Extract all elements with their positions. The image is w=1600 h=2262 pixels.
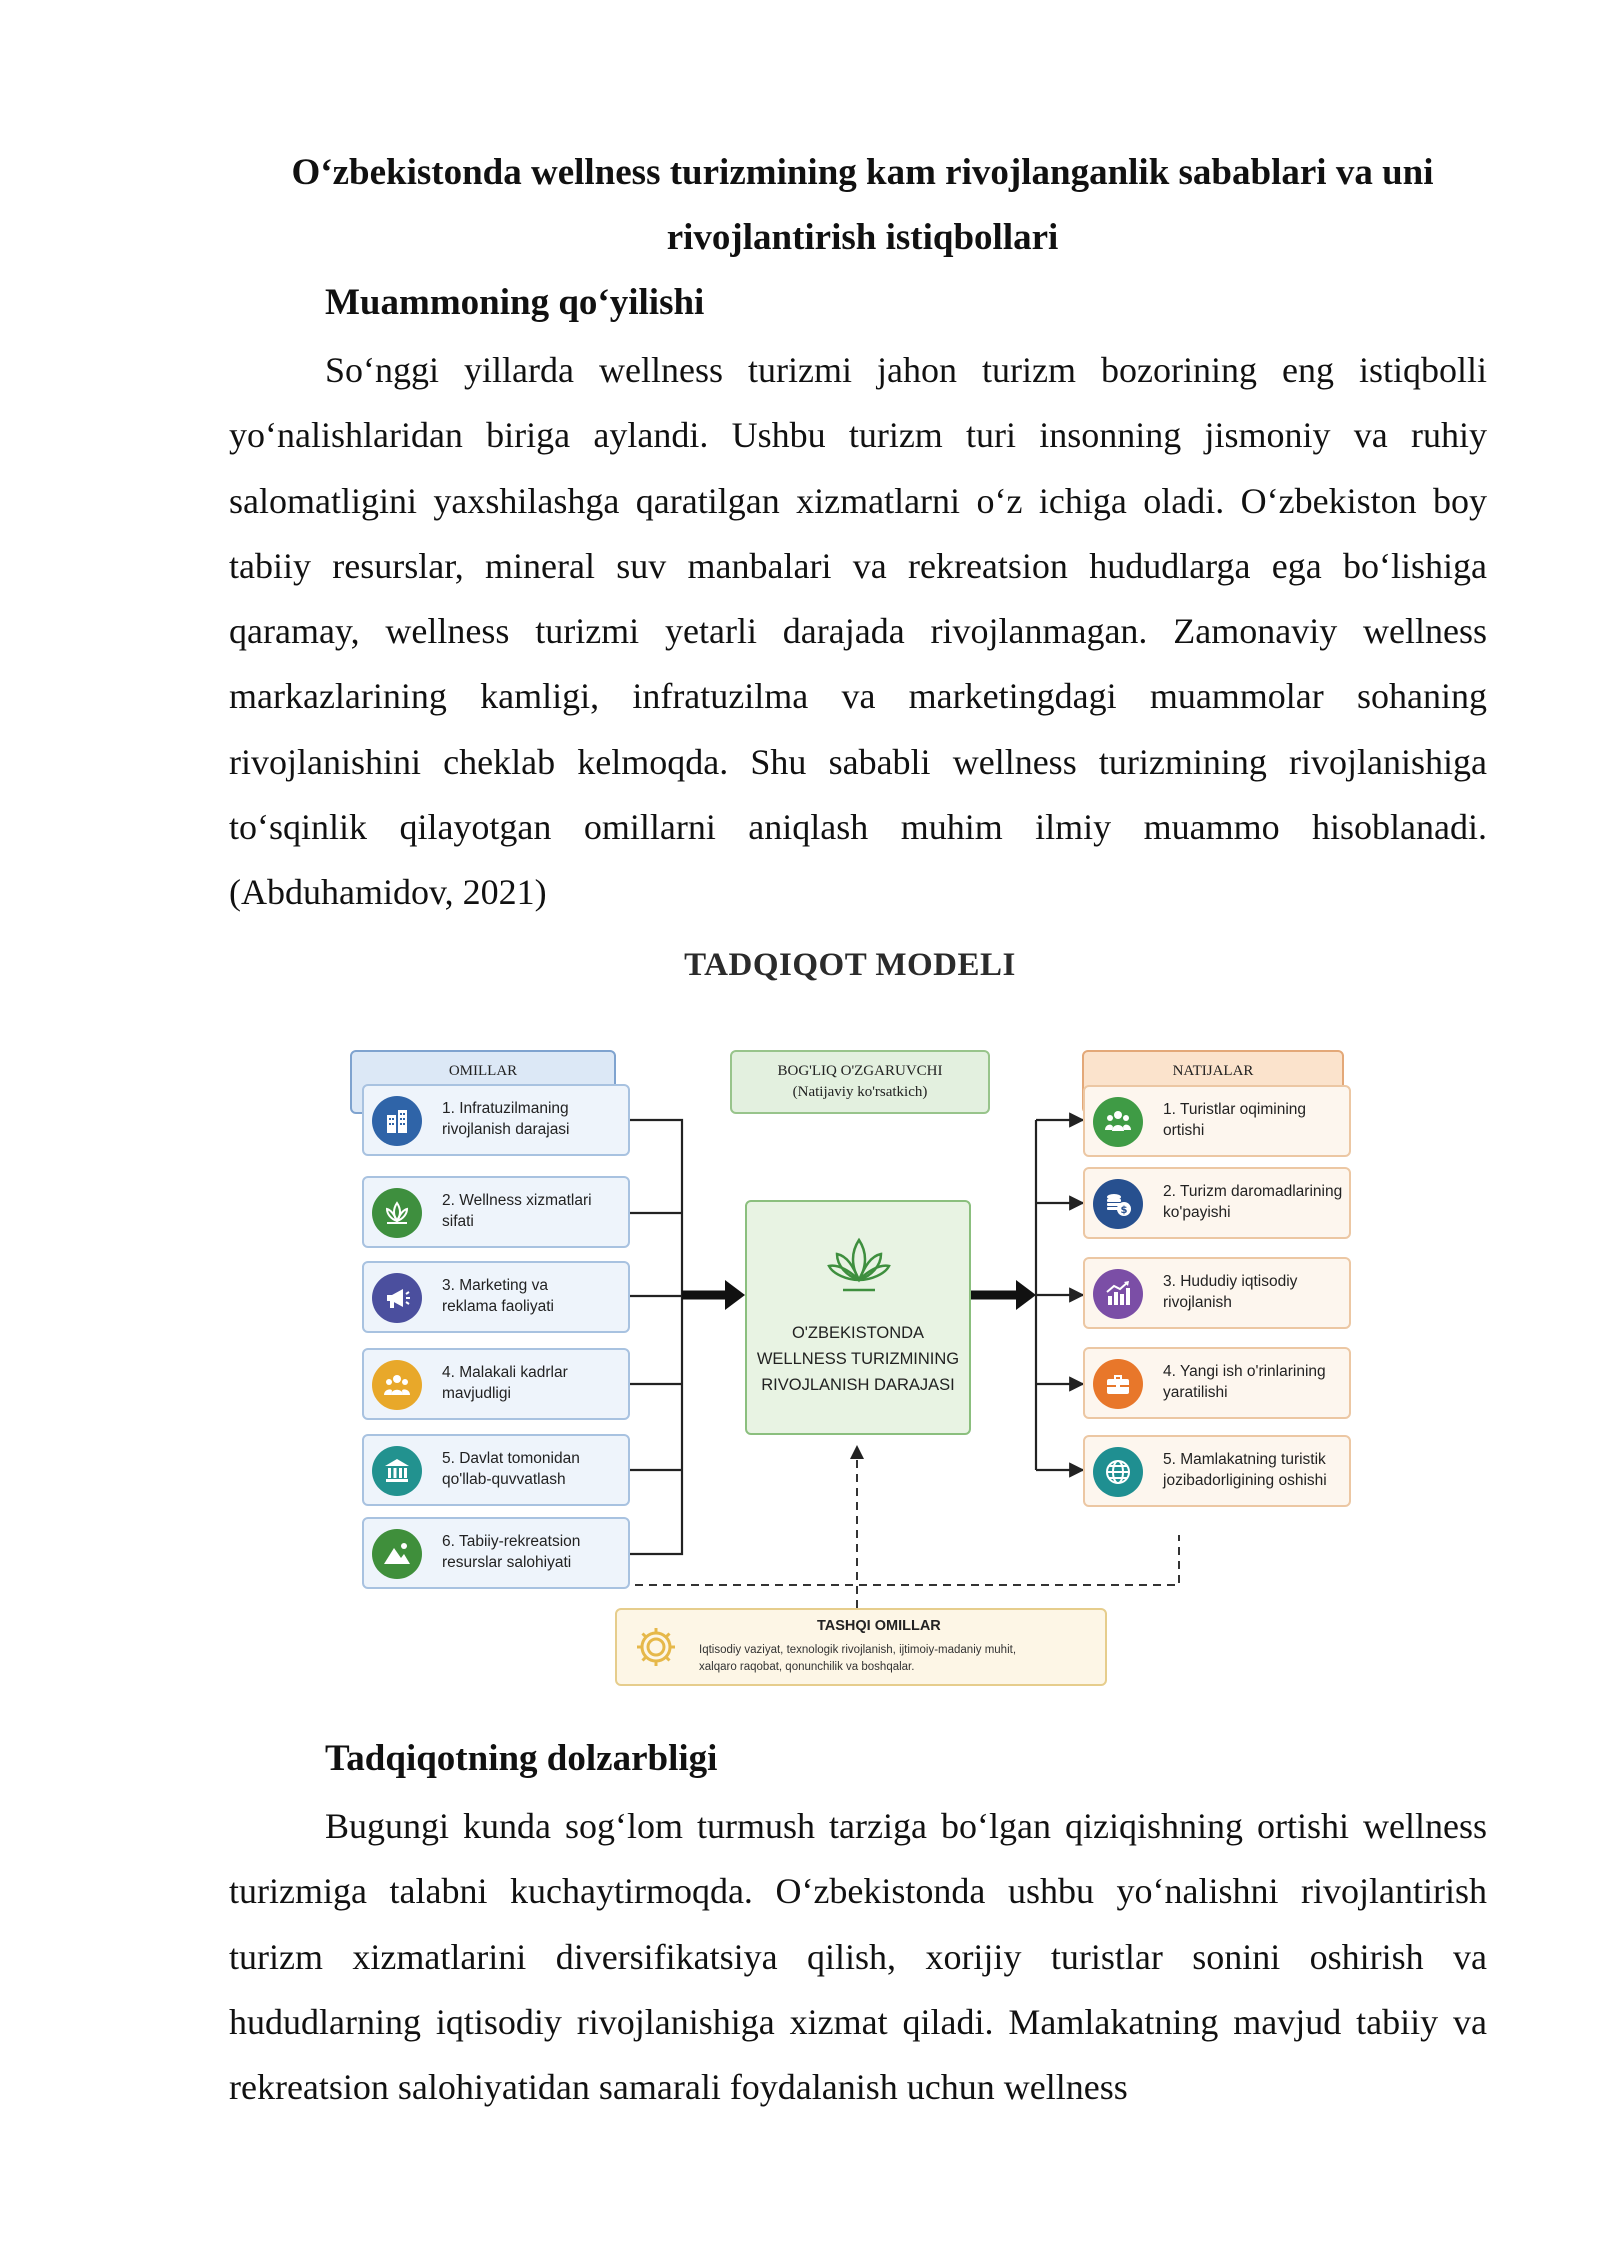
factor-card-3 bbox=[362, 1261, 630, 1333]
dependent-variable-box bbox=[745, 1200, 971, 1435]
group-icon bbox=[1093, 1097, 1143, 1147]
result-text-2: 2. Turizm daromadlarining ko'payishi bbox=[1163, 1183, 1343, 1221]
growth-chart-icon bbox=[1093, 1269, 1143, 1319]
result-card-5 bbox=[1083, 1435, 1351, 1507]
dependent-variable-label: O'ZBEKISTONDA WELLNESS TURIZMINING RIVOJLANISH DARAJASI bbox=[756, 1324, 960, 1394]
research-model-diagram bbox=[330, 935, 1370, 1715]
result-text-1: 1. Turistlar oqimining ortishi bbox=[1163, 1101, 1307, 1139]
svg-text:$: $ bbox=[1120, 1205, 1128, 1216]
coins-icon bbox=[1093, 1179, 1143, 1229]
factor-text-4: 4. Malakali kadrlar mavjudligi bbox=[442, 1364, 568, 1402]
people-icon bbox=[372, 1360, 422, 1410]
lotus-icon bbox=[372, 1188, 422, 1238]
document-title: O‘zbekistonda wellness turizmining kam rivojlanganlik sabablari va uni rivojlantirish istiqbollari bbox=[291, 152, 1434, 258]
factor-text-1: 1. Infratuzilmaning rivojlanish darajasi bbox=[442, 1100, 570, 1138]
header-dependent-variable bbox=[730, 1050, 990, 1114]
factor-card-5 bbox=[362, 1434, 630, 1506]
factor-card-2 bbox=[362, 1176, 630, 1248]
result-card-2 bbox=[1083, 1167, 1351, 1239]
factor-card-4 bbox=[362, 1348, 630, 1420]
factor-text-6: 6. Tabiiy-rekreatsion resurslar salohiyati bbox=[442, 1533, 581, 1571]
gear-icon bbox=[633, 1624, 679, 1670]
header-dependent-subtitle: (Natijaviy ko'rsatkich) bbox=[792, 1084, 928, 1100]
header-results-title: NATIJALAR bbox=[1172, 1063, 1254, 1079]
diagram-title: TADQIQOT MODELI bbox=[684, 947, 1016, 983]
factor-text-5: 5. Davlat tomonidan qo'llab-quvvatlash bbox=[442, 1450, 580, 1488]
result-card-4 bbox=[1083, 1347, 1351, 1419]
external-factors-box bbox=[615, 1608, 1107, 1686]
result-text-4: 4. Yangi ish o'rinlarining yaratilishi bbox=[1163, 1363, 1326, 1401]
result-card-3 bbox=[1083, 1257, 1351, 1329]
factor-card-6 bbox=[362, 1517, 630, 1589]
section-heading-problem: Muammoning qo‘yilishi bbox=[325, 282, 705, 323]
header-dependent-title: BOG'LIQ O'ZGARUVCHI bbox=[777, 1063, 943, 1079]
external-factors-title: TASHQI OMILLAR bbox=[817, 1618, 941, 1634]
lotus-icon bbox=[825, 1234, 893, 1298]
factor-text-3: 3. Marketing va reklama faoliyati bbox=[442, 1277, 554, 1315]
result-card-1 bbox=[1083, 1085, 1351, 1157]
external-factors-description: Iqtisodiy vaziyat, texnologik rivojlanish, ijtimoiy-madaniy muhit, xalqaro raqobat, qonunchilik va boshqalar. bbox=[699, 1644, 1017, 1673]
government-icon bbox=[372, 1446, 422, 1496]
mountain-icon bbox=[372, 1529, 422, 1579]
briefcase-icon bbox=[1093, 1359, 1143, 1409]
factor-text-2: 2. Wellness xizmatlari sifati bbox=[442, 1192, 592, 1230]
paragraph-problem: So‘nggi yillarda wellness turizmi jahon turizm bozorining eng istiqbolli yo‘nalishlaridan biriga aylandi. Ushbu turizm turi insonning jismoniy va ruhiy salomatligini yaxshilashga qaratilgan xizmatlarni o‘z ichiga oladi. O‘zbekiston boy tabiiy resurslar, mineral suv manbalari va rekreatsion hududlarga ega bo‘lishiga qaramay, wellness turizmi yetarli darajada rivojlanmagan. Zamonaviy wellness markazlarining kamligi, infratuzilma va marketingdagi muammolar sohaning rivojlanishini cheklab kelmoqda. Shu sababli wellness turizmining rivojlanishiga to‘sqinlik qilayotgan omillarni aniqlash muhim ilmiy muammo hisoblanadi. (Abduhamidov, 2021) bbox=[229, 350, 1487, 913]
result-text-5: 5. Mamlakatning turistik jozibadorligining oshishi bbox=[1163, 1451, 1327, 1489]
globe-icon bbox=[1093, 1447, 1143, 1497]
header-independent-title: OMILLAR bbox=[448, 1063, 518, 1079]
factor-card-1 bbox=[362, 1084, 630, 1156]
result-text-3: 3. Hududiy iqtisodiy rivojlanish bbox=[1163, 1273, 1298, 1311]
megaphone-icon bbox=[372, 1273, 422, 1323]
section-heading-relevance: Tadqiqotning dolzarbligi bbox=[325, 1738, 718, 1779]
building-icon bbox=[372, 1096, 422, 1146]
paragraph-relevance: Bugungi kunda sog‘lom turmush tarziga bo‘lgan qiziqishning ortishi wellness turizmiga talabni kuchaytirmoqda. O‘zbekistonda ushbu yo‘nalishni rivojlantirish turizm xizmatlarini diversifikatsiya qilish, xorijiy turistlar sonini oshirish va hududlarning iqtisodiy rivojlanishiga xizmat qiladi. Mamlakatning mavjud tabiiy va rekreatsion salohiyatidan samarali foydalanish uchun wellness bbox=[229, 1806, 1487, 2108]
